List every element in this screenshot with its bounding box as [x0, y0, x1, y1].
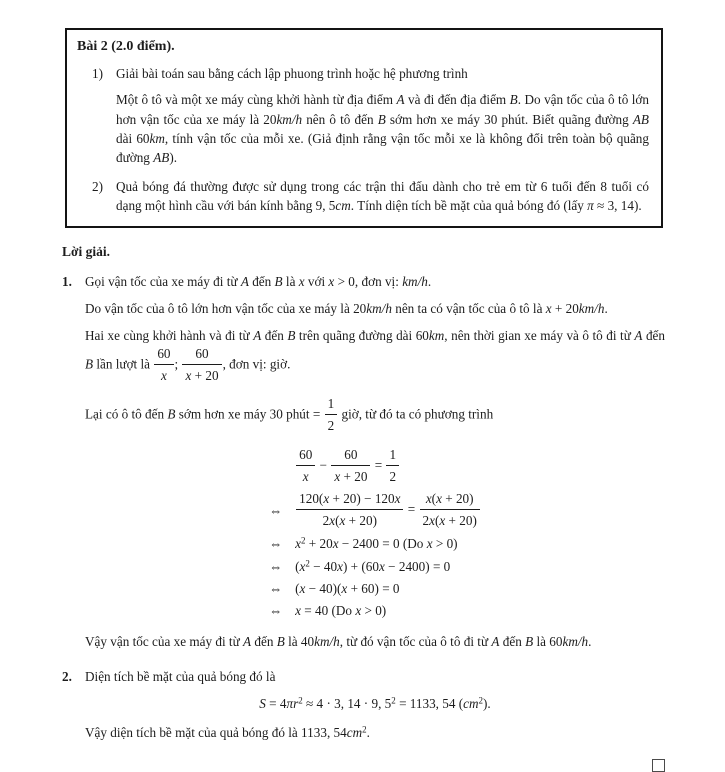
fraction	[325, 394, 338, 435]
text-run: đến	[261, 328, 288, 344]
text-run: 60	[299, 446, 313, 462]
text-run: Một ô tô và một xe máy cùng khởi hành từ địa điểm	[116, 92, 397, 108]
math-run: B	[85, 356, 94, 372]
equation-row	[269, 579, 481, 598]
text-run: − 40)(	[305, 580, 342, 596]
text-run: , từ đó vận tốc của ô tô đi từ	[339, 633, 492, 649]
step-2-intro	[85, 667, 665, 686]
equiv-arrow-symbol: ⇔	[269, 536, 283, 552]
math-run: km/h	[276, 111, 303, 127]
text-run: + 60) = 0	[347, 580, 400, 596]
text-run: = 40 (Do	[301, 602, 356, 618]
math-run: x	[298, 273, 305, 289]
text-run: + 20)	[345, 513, 377, 529]
text-run: Quả bóng đá thường được sử dụng trong các trận thi đấu dành cho trẻ em từ 6 tuổi đến 8 tuổi có dạng một hình cầu với bán kính bằng 9, 5	[116, 179, 649, 214]
equiv-arrow-symbol: ⇔	[269, 602, 283, 618]
superscript: 2	[301, 535, 306, 546]
problem-box	[65, 28, 663, 228]
text-run: sớm hơn xe máy 30 phút. Biết quãng đường	[385, 111, 633, 127]
text-run: (	[431, 491, 437, 507]
solution-step-1	[62, 272, 665, 659]
math-run: B	[276, 633, 285, 649]
problem-item-2	[92, 177, 649, 215]
text-run: , nên thời gian xe máy và ô tô đi từ	[444, 328, 635, 344]
math-run: πr	[286, 696, 299, 712]
math-run: B	[167, 406, 176, 422]
text-run: + 20	[191, 368, 219, 384]
text-run: ).	[169, 149, 178, 165]
text-run: Giải bài toán sau bằng cách lập phuong trình hoặc hệ phương trình	[116, 66, 468, 82]
text-run: 1	[327, 395, 335, 411]
math-run: cm	[463, 696, 479, 712]
text-run: ≈ 4 · 3, 14 · 9, 5	[302, 696, 392, 712]
math-run: B	[274, 273, 283, 289]
text-run: = 4	[265, 696, 287, 712]
fraction	[296, 445, 315, 486]
math-run: A	[396, 92, 405, 108]
text-run: trên quãng đường dài 60	[295, 328, 429, 344]
math-run: x	[426, 536, 433, 552]
step-1-paragraph-2	[85, 299, 665, 318]
step-1-paragraph-1	[85, 272, 665, 291]
text-run: với	[304, 273, 329, 289]
text-run: =	[404, 501, 419, 517]
equiv-arrow-symbol: ⇔	[269, 558, 283, 574]
math-run: x	[295, 602, 301, 618]
math-run: B	[509, 92, 518, 108]
text-run: 60	[195, 346, 209, 362]
math-run: x	[160, 368, 167, 384]
text-run: (	[335, 513, 340, 529]
text-run: > 0)	[361, 602, 387, 618]
math-run: x	[341, 580, 348, 596]
equation-expression	[295, 446, 400, 487]
math-run: x	[334, 468, 341, 484]
equation-row	[269, 490, 481, 531]
text-run: Hai xe cùng khởi hành và đi từ	[85, 328, 254, 344]
math-run: A	[243, 633, 252, 649]
text-run: (	[434, 513, 440, 529]
math-run: x	[394, 491, 401, 507]
math-run: x	[436, 491, 442, 507]
step-1-paragraph-3	[85, 326, 665, 386]
qed-row	[62, 759, 665, 772]
text-run: 60	[344, 446, 358, 462]
text-run: . Do vận tốc của ô tô lớn hơn vận tốc của xe máy là 20	[116, 92, 649, 127]
fraction	[420, 489, 480, 530]
text-run: 2	[327, 417, 335, 433]
step-1-body	[85, 272, 665, 659]
equation-expression	[295, 534, 457, 553]
text-run: ).	[483, 696, 491, 712]
step-1-conclusion	[85, 632, 665, 651]
math-run: cm	[346, 725, 363, 741]
text-run: là 40	[284, 633, 315, 649]
text-run: là	[282, 273, 299, 289]
text-run: − 2400 = 0 (Do	[338, 536, 427, 552]
text-run: + 20	[551, 300, 579, 316]
problem-title: Bài 2 (2.0 điểm).	[77, 39, 175, 54]
item-2-body	[116, 177, 649, 215]
text-run: . Tính diện tích bề mặt của quả bóng đó (lấy	[350, 198, 588, 214]
text-run: + 20) − 120	[329, 491, 395, 507]
text-run: sớm hơn xe máy 30 phút =	[175, 406, 324, 422]
math-run: A	[253, 328, 262, 344]
text-run: lần lượt là	[93, 356, 154, 372]
text-run: 1	[389, 446, 397, 462]
text-run: > 0)	[432, 536, 458, 552]
text-run: Gọi vận tốc của xe máy đi từ	[85, 273, 241, 289]
text-run: 60	[157, 346, 171, 362]
fraction	[154, 344, 173, 385]
equation-block	[269, 446, 481, 620]
step-1-number: 1.	[62, 273, 72, 289]
superscript: 2	[391, 695, 396, 706]
math-run: B	[525, 633, 534, 649]
math-run: x	[439, 513, 446, 529]
superscript: 2	[305, 558, 310, 569]
text-run: là 60	[533, 633, 563, 649]
text-run: Vậy vận tốc của xe máy đi từ	[85, 633, 244, 649]
equation-row	[269, 446, 481, 487]
text-run: 2	[322, 513, 330, 529]
equation-expression	[295, 557, 450, 576]
math-run: B	[287, 328, 296, 344]
step-2-number: 2.	[62, 669, 72, 685]
math-run: x	[299, 580, 306, 596]
fraction	[331, 445, 370, 486]
math-run: A	[240, 273, 249, 289]
text-run: .	[604, 300, 608, 316]
math-run: km/h	[366, 300, 392, 316]
math-run: AB	[632, 111, 649, 127]
text-run: đến	[251, 633, 277, 649]
math-run: km	[149, 130, 165, 146]
text-run: Vậy diện tích bề mặt của quả bóng đó là 1133, 54	[85, 725, 347, 741]
step-2-body	[85, 667, 665, 750]
text-run: , tính vận tốc của mỗi xe. (Giả định rằng vận tốc mỗi xe là không đổi trên toàn bộ quãng đường	[116, 130, 649, 165]
text-run: .	[366, 725, 370, 741]
math-run: x	[545, 300, 552, 316]
step-2-conclusion	[85, 723, 665, 742]
fraction	[296, 489, 403, 530]
text-run: giờ, từ đó ta có phương trình	[338, 406, 494, 422]
math-run: km/h	[578, 300, 605, 316]
text-run: − 40	[309, 558, 338, 574]
math-run: km/h	[314, 633, 340, 649]
text-run: đến	[499, 633, 526, 649]
text-run: + 20)	[445, 513, 477, 529]
text-run: nên ta có vận tốc của ô tô là	[391, 300, 546, 316]
surface-area-formula	[85, 694, 665, 713]
equation-expression	[295, 490, 481, 531]
math-run: x	[323, 491, 330, 507]
step-1-paragraph-4	[85, 395, 665, 436]
math-run: x	[429, 513, 435, 529]
text-run: và đi đến địa điểm	[404, 92, 510, 108]
equation-row	[269, 557, 481, 576]
fraction	[182, 344, 221, 385]
text-run: dài 60	[116, 130, 150, 146]
item-1-intro-line	[116, 64, 649, 83]
equation-row	[269, 534, 481, 553]
text-run: .	[588, 633, 592, 649]
math-run: x	[299, 558, 306, 574]
text-run: ) + (60	[342, 558, 379, 574]
math-run: km	[428, 328, 445, 344]
text-run: + 20	[340, 468, 368, 484]
equiv-arrow-symbol: ⇔	[269, 580, 283, 596]
math-run: π	[587, 198, 594, 214]
math-run: S	[259, 696, 266, 712]
math-run: x	[355, 602, 362, 618]
text-run: ;	[174, 356, 182, 372]
equation-expression	[295, 579, 399, 598]
text-run: .	[427, 273, 432, 289]
text-run: = 1133, 54 (	[395, 696, 464, 712]
math-run: km/h	[562, 633, 589, 649]
math-run: x	[329, 513, 336, 529]
text-run: Lại có ô tô đến	[85, 406, 168, 422]
text-run: 120(	[299, 491, 324, 507]
item-2-paragraph	[116, 177, 649, 215]
math-run: A	[634, 328, 643, 344]
text-run: + 20)	[441, 491, 474, 507]
text-run: đến	[248, 273, 275, 289]
math-run: x	[302, 468, 309, 484]
qed-square-icon	[652, 759, 665, 772]
math-run: x	[332, 536, 339, 552]
item-1-paragraph	[116, 90, 649, 167]
math-run: x	[328, 273, 335, 289]
equiv-arrow-symbol: ⇔	[269, 503, 283, 519]
solution-heading: Lời giải.	[62, 244, 110, 260]
text-run: 2	[422, 513, 430, 529]
math-run: x	[425, 491, 432, 507]
text-run: (	[295, 558, 300, 574]
superscript: 2	[478, 695, 484, 706]
math-run: x	[339, 513, 346, 529]
solution-step-2	[62, 667, 665, 750]
item-2-number: 2)	[92, 179, 103, 194]
math-run: cm	[335, 198, 351, 214]
text-run: > 0, đơn vị:	[334, 273, 403, 289]
equation-row	[269, 601, 481, 620]
math-run: x	[337, 558, 343, 574]
math-run: x	[295, 536, 301, 552]
text-run: 2	[389, 468, 397, 484]
superscript: 2	[298, 695, 303, 706]
item-1-body	[116, 64, 649, 167]
text-run: + 20	[305, 536, 333, 552]
text-run: ≈ 3, 14).	[593, 198, 642, 214]
problem-item-1	[92, 64, 649, 167]
text-run: −	[316, 457, 331, 473]
math-run: x	[378, 558, 385, 574]
equation-expression	[295, 601, 386, 620]
text-run: Do vận tốc của ô tô lớn hơn vận tốc của xe máy là 20	[85, 300, 367, 316]
math-run: x	[185, 368, 192, 384]
superscript: 2	[362, 724, 367, 735]
text-run: , đơn vị: giờ.	[222, 356, 291, 372]
text-run: đến	[642, 328, 666, 344]
math-run: A	[491, 633, 500, 649]
math-run: B	[377, 111, 386, 127]
text-run: (	[295, 580, 300, 596]
fraction	[386, 445, 399, 486]
text-run: nên ô tô đến	[302, 111, 378, 127]
text-run: − 2400) = 0	[384, 558, 451, 574]
math-run: km/h	[402, 273, 428, 289]
item-1-number: 1)	[92, 66, 103, 82]
math-run: AB	[153, 149, 170, 165]
text-run: =	[371, 457, 386, 473]
text-run: Diện tích bề mặt của quả bóng đó là	[85, 669, 276, 685]
